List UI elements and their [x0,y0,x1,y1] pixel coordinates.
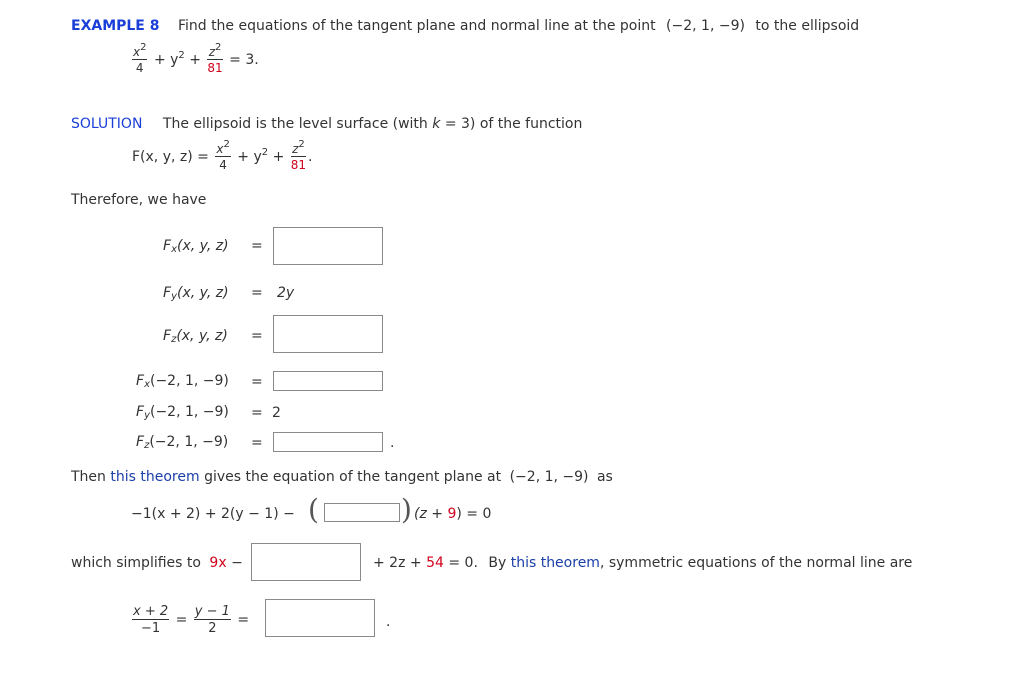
open-paren: ( [308,493,319,526]
tangent-sentence: Then this theorem gives the equation of the tangent plane at (−2, 1, −9) as [71,469,613,485]
Fy-at-point-equals: = [251,405,263,421]
therefore-text: Therefore, we have [71,192,207,208]
Fy-at-point-value: 2 [272,405,281,421]
Fy-value: 2y [277,285,295,301]
simplify-constant-input[interactable] [251,543,361,581]
fraction-x-term: $\frac{x + 2}{-1}$ [133,604,169,636]
normal-line-z-input[interactable] [265,599,375,637]
Fz-label: $F_z(x$, y, z) [163,328,228,345]
example-point: (−2, 1, −9) [666,18,745,34]
Fz-at-point-label: $F_z(-2$, 1, −9) [136,434,229,451]
ellipsoid-equation: $\frac{x^2}{4}$ + $y^2$ + $\frac{z^2}{81}$ = 3. [133,42,259,75]
close-paren: ) [401,493,412,526]
Fz-period: . [390,435,395,451]
symmetric-period: . [386,614,391,630]
Fz-equals: = [251,328,263,344]
Fx-at-point-label: $F_x(-2$, 1, −9) [136,373,229,390]
example-statement: Find the equations of the tangent plane and normal line at the point [177,18,656,34]
Fz-at-point-input[interactable] [273,432,383,452]
Fy-at-point-label: $F_y(-2$, 1, −9) [136,404,229,421]
example-heading [71,18,859,34]
fraction-z2-over-81: $\frac{z^2}{81}$ [207,42,223,75]
fraction-z2-over-81: $\frac{z^2}{81}$ [290,139,307,172]
simplify-rest: + 2z + 54 = 0. By this theorem, symmetric equations of the normal line are [373,555,913,571]
theorem-link[interactable]: this theorem [110,469,200,485]
solution-label: SOLUTION [71,116,143,132]
symmetric-equations: $\frac{x + 2}{-1}$ = $\frac{y - 1}{2}$ = [133,604,250,636]
Fx-at-point-equals: = [251,374,263,390]
tangent-equation-end: (z + 9) = 0 [414,506,492,522]
Fx-at-point-input[interactable] [273,371,383,391]
Fy-point-args: (−2, 1, −9) [149,404,229,420]
Fz-answer-input[interactable] [273,315,383,353]
fraction-y-term: $\frac{y - 1}{2}$ [194,604,230,636]
solution-line: SOLUTION The ellipsoid is the level surface (with k = 3) of the function [71,116,583,132]
fraction-x2-over-4: $\frac{x^2}{4}$ [133,42,147,75]
Fz-point-args: (−2, 1, −9) [149,434,229,450]
example-statement-end: to the ellipsoid [755,18,860,34]
theorem-link-2[interactable]: this theorem [510,555,600,571]
tangent-z-coefficient-input[interactable] [324,503,400,522]
function-definition: F(x, y, z) = $\frac{x^2}{4}$ + $y^2$ + $\frac{z^2}{81}$ . [132,139,313,172]
tangent-equation-start: −1(x + 2) + 2(y − 1) − [131,506,295,522]
Fy-label: $F_y(x$, y, z) [163,285,229,302]
Fy-equals: = [251,285,263,301]
simplify-text: which simplifies to 9x − [71,555,243,571]
Fx-equals: = [251,238,263,254]
Fz-at-point-equals: = [251,435,263,451]
fraction-x2-over-4: $\frac{x^2}{4}$ [216,139,230,172]
Fx-label: $F_x(x$, y, z) [163,238,229,255]
Fx-answer-input[interactable] [273,227,383,265]
Fx-point-args: (−2, 1, −9) [149,373,229,389]
example-label: EXAMPLE 8 [71,18,160,34]
